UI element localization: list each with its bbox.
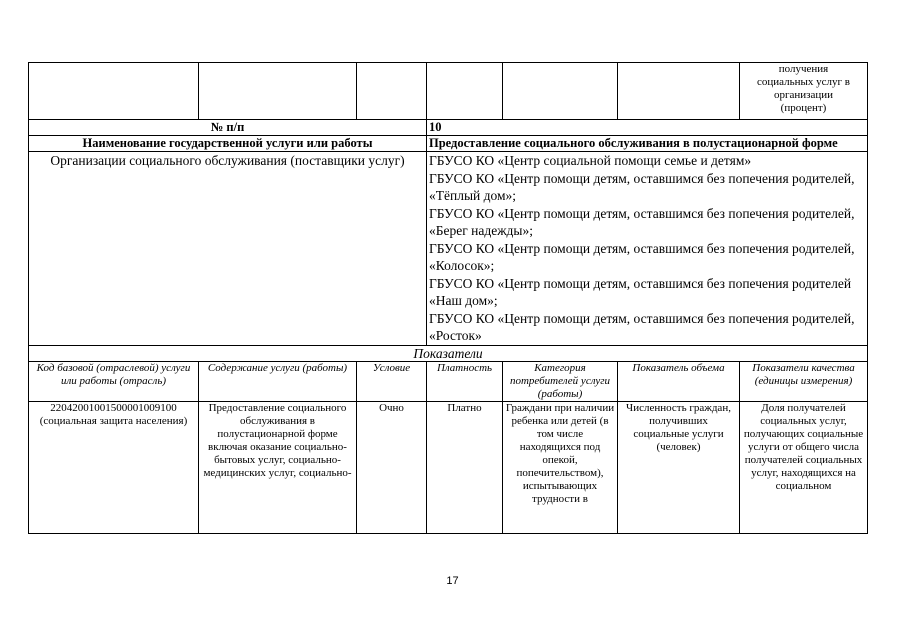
table-row-providers	[29, 152, 868, 346]
table-row-continuation	[29, 63, 868, 120]
providers-label: Организации социального обслуживания (поставщики услуг)	[29, 152, 427, 346]
number-value: 10	[427, 120, 868, 136]
table-row-headers	[29, 361, 868, 401]
text-line: организации	[773, 89, 834, 101]
cell-content: Предоставление социального обслуживания в полустационарной форме включая оказание социально-бытовых услуг, социально-медицинских услуг, социально-	[199, 401, 357, 533]
provider-item: ГБУСО КО «Центр социальной помощи семье и детям»	[429, 153, 752, 168]
text-line: (процент)	[780, 102, 827, 114]
cell-empty	[29, 63, 199, 120]
header-payment: Платность	[427, 361, 503, 401]
services-table	[28, 62, 868, 534]
table-row	[29, 401, 868, 533]
cell-payment: Платно	[427, 401, 503, 533]
provider-item: ГБУСО КО «Центр помощи детям, оставшимся без попечения родителей, «Колосок»;	[429, 240, 855, 273]
cell-empty	[503, 63, 618, 120]
header-category: Категория потребителей услуги (работы)	[503, 361, 618, 401]
table-row-number	[29, 120, 868, 136]
page-number: 17	[446, 575, 459, 587]
table-row-indicators-title	[29, 345, 868, 361]
number-label: № п/п	[29, 120, 427, 136]
provider-item: ГБУСО КО «Центр помощи детям, оставшимся без попечения родителей «Наш дом»;	[429, 275, 852, 308]
cell-volume: Численность граждан, получивших социальные услуги (человек)	[618, 401, 740, 533]
text-line: социальных услуг в	[757, 76, 850, 88]
quality-indicator-continuation	[740, 63, 868, 120]
header-volume: Показатель объема	[618, 361, 740, 401]
cell-empty	[199, 63, 357, 120]
cell-empty	[618, 63, 740, 120]
table-row-service-name	[29, 136, 868, 152]
text-line: получения	[778, 63, 829, 75]
cell-condition: Очно	[357, 401, 427, 533]
provider-item: ГБУСО КО «Центр помощи детям, оставшимся без попечения родителей, «Берег надежды»;	[429, 205, 855, 238]
header-code: Код базовой (отраслевой) услуги или работы (отрасль)	[29, 361, 199, 401]
indicators-title: Показатели	[29, 345, 868, 361]
providers-list	[427, 152, 868, 346]
cell-code: 22042001001500001009100 (социальная защита населения)	[29, 401, 199, 533]
document-table-wrapper	[28, 62, 867, 534]
cell-empty	[357, 63, 427, 120]
provider-item: ГБУСО КО «Центр помощи детям, оставшимся без попечения родителей, «Росток»	[429, 310, 855, 343]
header-content: Содержание услуги (работы)	[199, 361, 357, 401]
header-quality: Показатели качества (единицы измерения)	[740, 361, 868, 401]
cell-empty	[427, 63, 503, 120]
header-condition: Условие	[357, 361, 427, 401]
provider-item: ГБУСО КО «Центр помощи детям, оставшимся без попечения родителей, «Тёплый дом»;	[429, 170, 855, 203]
service-name-label: Наименование государственной услуги или работы	[29, 136, 427, 152]
cell-category: Граждани при наличии ребенка или детей (в том числе находящихся под опекой, попечительством), испытывающих трудности в	[503, 401, 618, 533]
service-name-value: Предоставление социального обслуживания в полустационарной форме	[427, 136, 868, 152]
cell-quality: Доля получателей социальных услуг, получающих социальные услуги от общего числа получателей социальных услуг, находящихся на социальном	[740, 401, 868, 533]
